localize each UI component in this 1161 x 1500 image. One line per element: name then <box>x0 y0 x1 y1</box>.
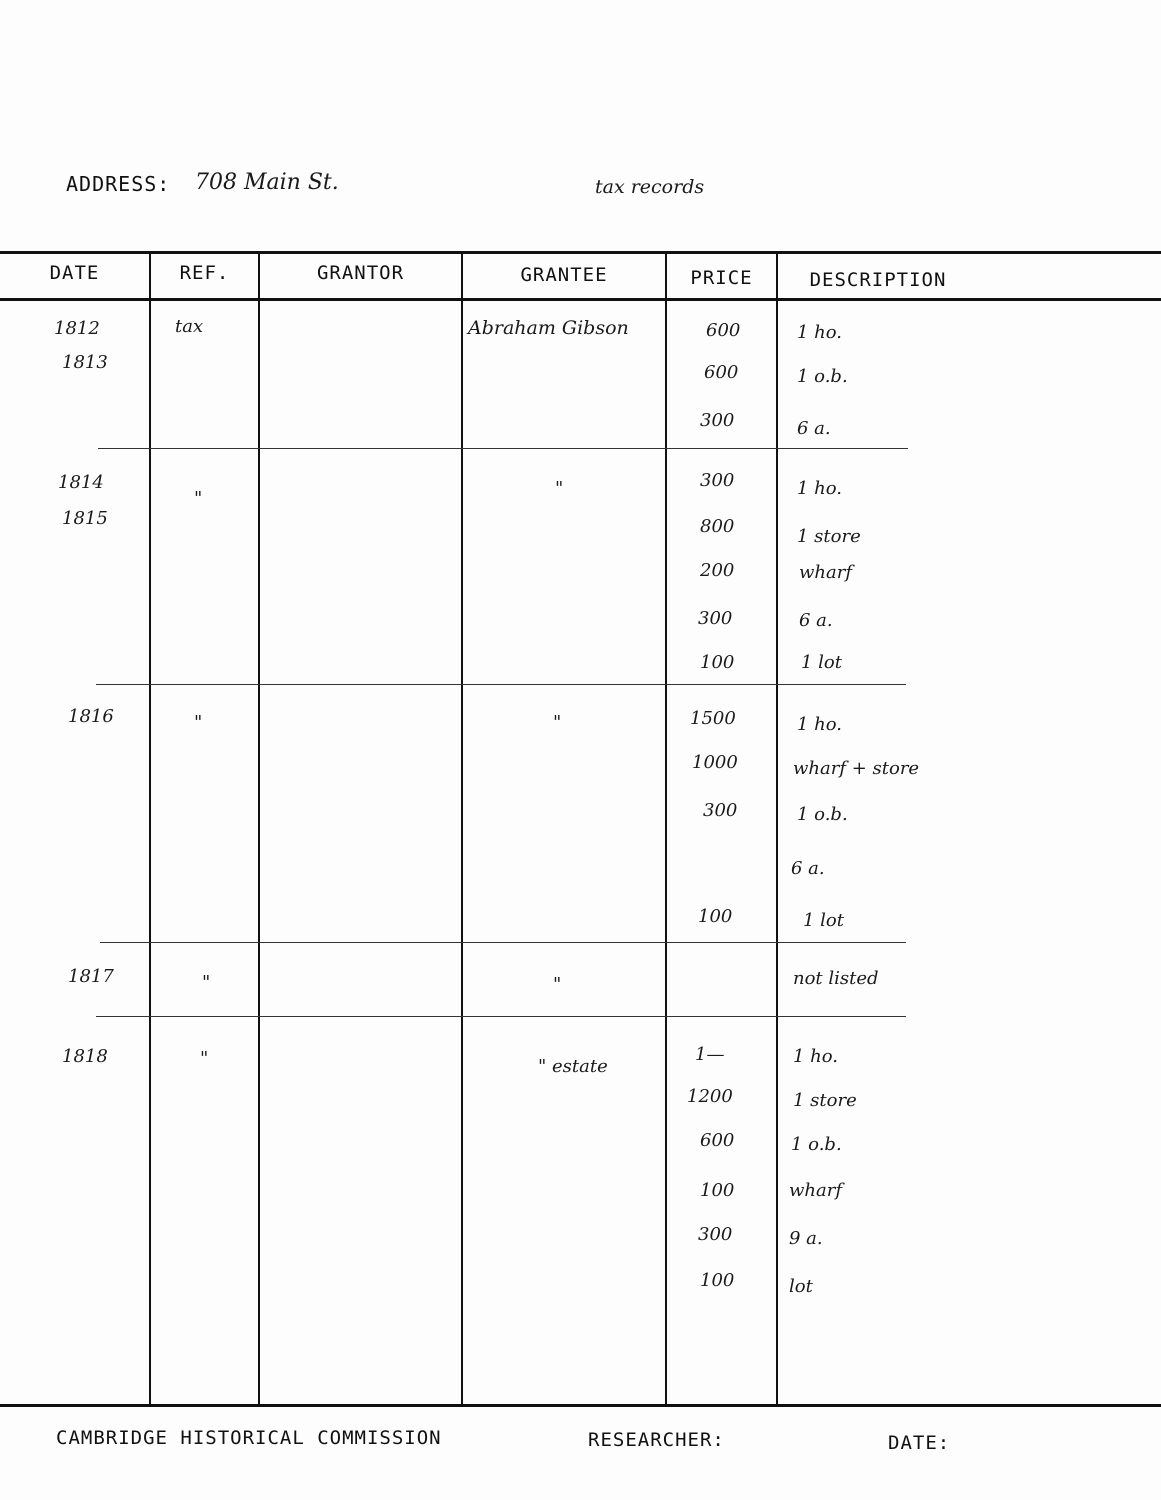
group-separator <box>98 448 908 449</box>
description-cell: 1 store <box>797 526 861 547</box>
group-separator <box>96 1016 906 1017</box>
description-cell: 1 ho. <box>793 1046 839 1067</box>
ref-cell: " <box>194 712 203 733</box>
ref-cell: " <box>202 972 211 993</box>
grantee-cell: " <box>553 974 562 995</box>
description-cell: wharf <box>799 562 852 583</box>
column-divider-grantee <box>461 253 463 1404</box>
header-date: DATE <box>49 262 100 284</box>
description-cell: 1 ho. <box>797 322 843 343</box>
date-cell: 1818 <box>62 1046 108 1067</box>
description-cell: wharf + store <box>793 758 920 779</box>
grantee-cell: " <box>553 712 562 733</box>
description-cell: 1 o.b. <box>797 366 848 387</box>
price-cell: 1— <box>695 1044 725 1065</box>
tax-records-note: tax records <box>595 176 705 198</box>
header-description: DESCRIPTION <box>809 269 947 291</box>
description-cell: 1 ho. <box>797 478 843 499</box>
price-cell: 1200 <box>687 1086 733 1107</box>
date-cell: 1815 <box>62 508 108 529</box>
description-cell: 9 a. <box>789 1228 823 1249</box>
price-cell: 300 <box>698 1224 733 1245</box>
price-cell: 300 <box>700 470 735 491</box>
description-cell: 1 store <box>793 1090 857 1111</box>
description-cell: 6 a. <box>791 858 825 879</box>
column-divider-grantor <box>258 253 260 1404</box>
header-bottom-rule <box>0 298 1161 301</box>
price-cell: 100 <box>700 1270 735 1291</box>
group-separator <box>96 684 906 685</box>
price-cell: 300 <box>700 410 735 431</box>
ref-cell: " <box>194 488 203 509</box>
description-cell: lot <box>789 1276 813 1297</box>
grantee-cell: Abraham Gibson <box>468 317 629 339</box>
address-label: ADDRESS: <box>66 172 171 196</box>
column-divider-ref <box>149 253 151 1404</box>
group-separator <box>100 942 906 943</box>
price-cell: 100 <box>700 652 735 673</box>
ref-cell: " <box>200 1048 209 1069</box>
date-cell: 1812 <box>54 318 100 339</box>
date-cell: 1817 <box>68 966 114 987</box>
commission-name: CAMBRIDGE HISTORICAL COMMISSION <box>56 1427 442 1449</box>
description-cell: 6 a. <box>797 418 831 439</box>
price-cell: 300 <box>703 800 738 821</box>
description-cell: 6 a. <box>799 610 833 631</box>
description-cell: 1 o.b. <box>791 1134 842 1155</box>
price-cell: 100 <box>698 906 733 927</box>
price-cell: 1000 <box>692 752 738 773</box>
header-grantor: GRANTOR <box>316 262 405 284</box>
header-ref: REF. <box>179 262 230 284</box>
header-grantee: GRANTEE <box>520 264 608 286</box>
ref-cell: tax <box>175 316 204 337</box>
description-cell: wharf <box>789 1180 842 1201</box>
description-cell: 1 ho. <box>797 714 843 735</box>
price-cell: 300 <box>698 608 733 629</box>
description-cell: 1 lot <box>803 910 845 931</box>
price-cell: 600 <box>700 1130 735 1151</box>
date-cell: 1814 <box>58 472 104 493</box>
header-top-rule <box>0 251 1161 254</box>
date-cell: 1816 <box>68 706 114 727</box>
researcher-label: RESEARCHER: <box>588 1429 725 1451</box>
description-cell: 1 o.b. <box>797 804 848 825</box>
description-cell: 1 lot <box>801 652 843 673</box>
price-cell: 100 <box>700 1180 735 1201</box>
column-divider-price <box>665 253 667 1404</box>
description-cell: not listed <box>793 968 879 989</box>
date-label: DATE: <box>888 1432 951 1454</box>
column-divider-description <box>776 253 778 1404</box>
price-cell: 1500 <box>690 708 736 729</box>
address-value: 708 Main St. <box>195 170 339 195</box>
date-cell: 1813 <box>62 352 108 373</box>
header-price: PRICE <box>690 267 753 289</box>
price-cell: 600 <box>706 320 741 341</box>
grantee-cell: " estate <box>538 1056 608 1077</box>
grantee-cell: " <box>555 478 564 499</box>
price-cell: 600 <box>704 362 739 383</box>
price-cell: 800 <box>700 516 735 537</box>
table-bottom-rule <box>0 1404 1161 1407</box>
price-cell: 200 <box>700 560 735 581</box>
